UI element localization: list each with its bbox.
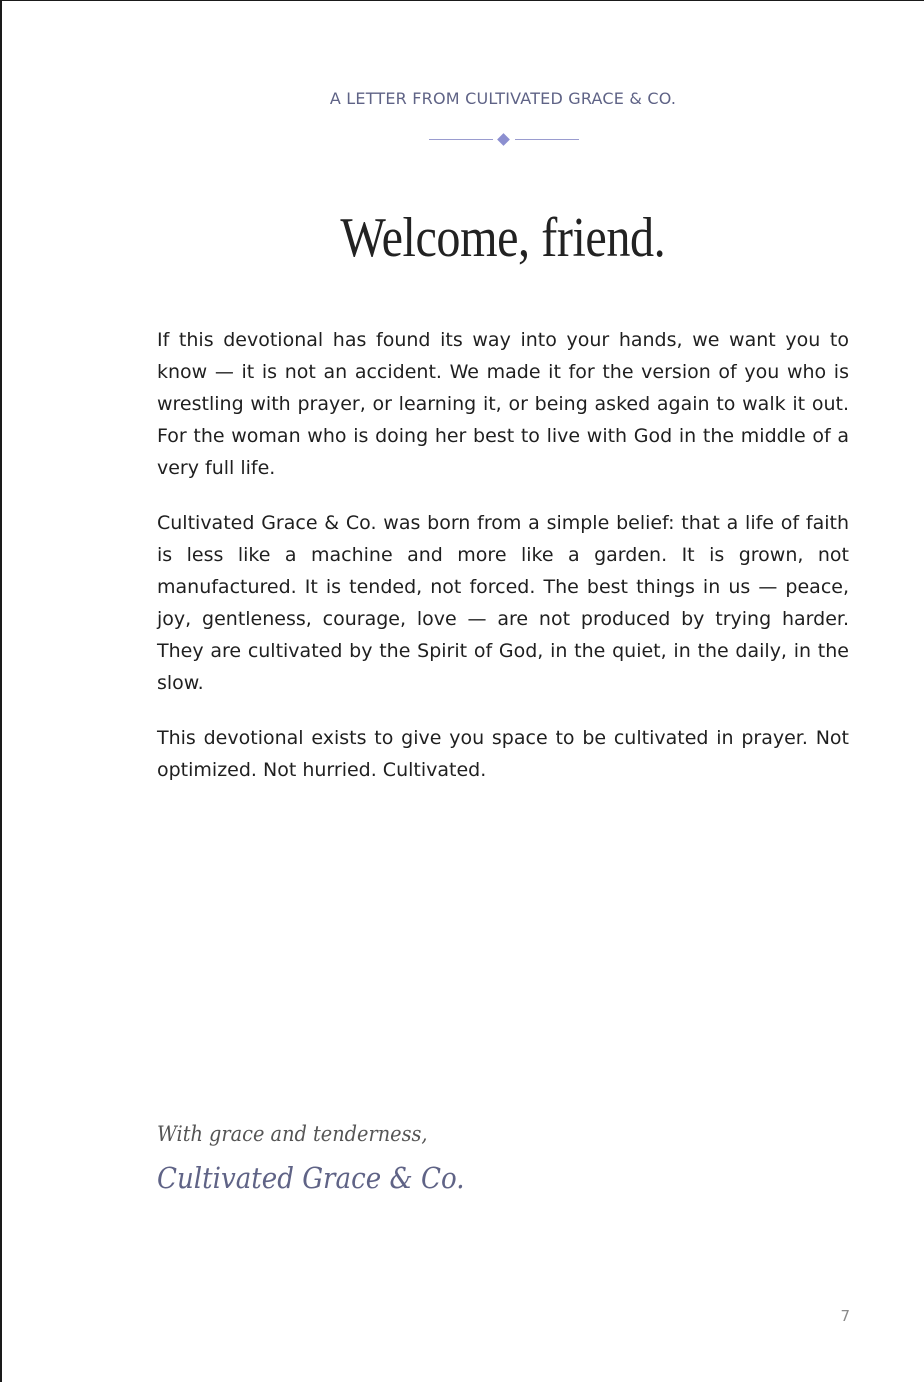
letter-signature: Cultivated Grace & Co.: [157, 1161, 465, 1195]
diamond-icon: [497, 133, 510, 146]
divider-line-left: [429, 139, 493, 140]
paragraph-3: This devotional exists to give you space to be cultivated in prayer. Not optimized. Not hurried. Cultivated.: [157, 727, 849, 781]
page-number: 7: [840, 1307, 850, 1325]
divider-line-right: [515, 139, 579, 140]
paragraph-1: If this devotional has found its way into your hands, we want you to know — it is not an accident. We made it for the version of you who is wrestling with prayer, or learning it, or being asked again to walk it out. For the woman who is doing her best to live with God in the middle of a very full life.: [157, 329, 849, 479]
letter-body: [157, 324, 849, 809]
diamond-divider-icon: [429, 134, 579, 146]
paragraph-2: Cultivated Grace & Co. was born from a simple belief: that a life of faith is less like a machine and more like a garden. It is grown, not manufactured. It is tended, not forced. The best things in us — peace, joy, gentleness, courage, love — are not produced by trying harder. They are cultivated by the Spirit of God, in the quiet, in the daily, in the slow.: [157, 512, 849, 694]
letter-signoff: With grace and tenderness,: [157, 1122, 428, 1146]
page-title: Welcome, friend.: [340, 207, 666, 269]
letter-eyebrow: A LETTER FROM CULTIVATED GRACE & CO.: [329, 89, 677, 108]
